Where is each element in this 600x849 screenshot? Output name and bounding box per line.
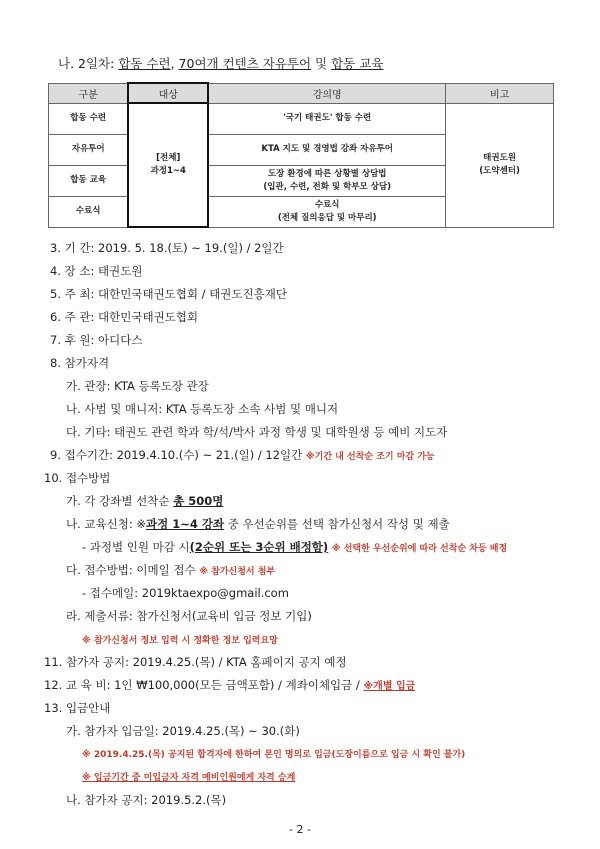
- target-cell: [128, 103, 208, 227]
- reg-period-note: ※기간 내 선착순 조기 마감 가능: [305, 452, 435, 462]
- qual-item-a: 가. 관장: KTA 등록도장 관장: [66, 379, 209, 393]
- reg-period-text: 9. 접수기간: 2019.4.10.(수) ~ 21.(일) / 12일간: [50, 448, 303, 462]
- method-b-text: 나. 교육신청: ※: [66, 517, 147, 531]
- page-number: - 2 -: [289, 823, 311, 836]
- item-organizer: 6. 주 관: 대한민국태권도협회: [50, 310, 199, 324]
- schedule-table: [48, 82, 554, 228]
- column-header: 강의명: [208, 83, 446, 103]
- pay-note-1: ※ 2019.4.25.(목) 공지된 합격자에 한하여 본인 명의로 입금(도장이름으로 입금 시 확인 불가): [82, 750, 466, 760]
- method-c-sub: - 접수메일: 2019ktaexpo@gmail.com: [82, 586, 289, 600]
- row-category: 합동 교육: [49, 165, 129, 196]
- heading-sep2: 및: [311, 56, 332, 71]
- method-b-sub-note: ※ 선택한 우선순위에 따라 선착순 차등 배정: [331, 544, 508, 554]
- table-header-row: [49, 83, 554, 103]
- row-category: 자유투어: [49, 134, 129, 165]
- section-heading: [58, 54, 383, 72]
- method-b-sub: [82, 539, 507, 555]
- row-lecture: [208, 165, 446, 196]
- heading-prefix: 나. 2일차:: [58, 56, 119, 71]
- note-line2: (도약센터): [479, 166, 520, 176]
- method-b-sub-text: - 과정별 인원 마감 시: [82, 540, 190, 554]
- method-item-b: [66, 516, 450, 532]
- method-b-post: 중 우선순위를 선택 참가신청서 작성 및 제출: [224, 517, 450, 531]
- pay-item-a: 가. 참가자 입금일: 2019.4.25.(목) ~ 30.(화): [66, 724, 300, 738]
- column-header: 대상: [128, 83, 208, 103]
- method-item-a: [66, 493, 223, 509]
- method-b-sub-bold: (2순위 또는 3순위 배정함): [189, 540, 329, 554]
- method-c-note: ※ 참가신청서 첨부: [199, 567, 276, 577]
- item-venue: 4. 장 소: 태권도원: [50, 264, 143, 278]
- row-lecture: [208, 196, 446, 227]
- qual-item-c: 다. 기타: 태권도 관련 학과 학/석/박사 과정 학생 및 대학원생 등 예비 지도자: [66, 425, 448, 439]
- row-lecture: [208, 103, 446, 134]
- method-a-bold: 총 500명: [173, 494, 224, 508]
- heading-sep1: ,: [170, 56, 179, 71]
- target-line2: 과정1~4: [150, 166, 186, 176]
- method-c-text: 다. 접수방법: 이메일 접수: [66, 563, 196, 577]
- lecture-line2: (입관, 수련, 전화 및 학부모 상담): [263, 181, 391, 192]
- row-lecture: [208, 134, 446, 165]
- column-header: 구분: [49, 83, 129, 103]
- heading-part1: 합동 수련: [118, 56, 171, 71]
- fee-note: ※개별 입금: [363, 681, 416, 692]
- item-sponsor: 7. 후 원: 아디다스: [50, 333, 143, 347]
- note-line1: 태권도원: [483, 153, 517, 163]
- note-cell: [446, 103, 554, 227]
- lecture-line1: 수료식: [314, 199, 340, 210]
- lecture-line1: 도장 환경에 따른 상황별 상담법: [267, 168, 387, 179]
- fee-text: 12. 교 육 비: 1인 ₩100,000(모든 금액포함) / 계좌이체입금 /: [44, 678, 364, 692]
- pay-item-b: 나. 참가자 공지: 2019.5.2.(목): [66, 793, 227, 807]
- row-category: 수료식: [49, 196, 129, 227]
- lecture-line1: KTA 지도 및 경영법 강좌 자유투어: [261, 144, 394, 154]
- method-a-text: 가. 각 강좌별 선착순: [66, 494, 174, 508]
- pay-note-2: ※ 입금기간 중 미입금자 자격 예비인원에게 자격 승계: [82, 773, 296, 783]
- item-host: 5. 주 최: 대한민국태권도협회 / 태권도진흥재단: [50, 287, 287, 301]
- item-period: 3. 기 간: 2019. 5. 18.(토) ~ 19.(일) / 2일간: [50, 241, 284, 255]
- item-fee: [44, 677, 415, 693]
- item-qualification: 8. 참가자격: [50, 356, 110, 370]
- lecture-line2: (전체 질의응답 및 마무리): [277, 212, 377, 223]
- method-item-d: 라. 제출서류: 참가신청서(교육비 입금 정보 기입): [66, 609, 312, 623]
- qual-item-b: 나. 사범 및 매니저: KTA 등록도장 소속 사범 및 매니저: [66, 402, 339, 416]
- item-method: 10. 접수방법: [44, 471, 111, 485]
- method-item-c: [66, 562, 275, 578]
- heading-part2: 70여개 컨텐츠 자유투어: [178, 56, 312, 71]
- target-line1: [전체]: [156, 153, 181, 163]
- item-payment: 13. 입금안내: [44, 701, 111, 715]
- table-row: [49, 103, 554, 134]
- item-announce: 11. 참가자 공지: 2019.4.25.(목) / KTA 홈페이지 공지 예정: [44, 655, 347, 669]
- method-d-note: ※ 참가신청서 정보 입력 시 정확한 정보 입력요망: [82, 636, 278, 646]
- column-header: 비고: [446, 83, 554, 103]
- method-b-bold: 과정 1~4 강좌: [146, 517, 225, 531]
- row-category: 합동 수련: [49, 103, 129, 134]
- item-reg-period: [50, 447, 435, 463]
- heading-part3: 합동 교육: [331, 56, 384, 71]
- lecture-line1: '국기 태권도' 합동 수련: [283, 113, 372, 123]
